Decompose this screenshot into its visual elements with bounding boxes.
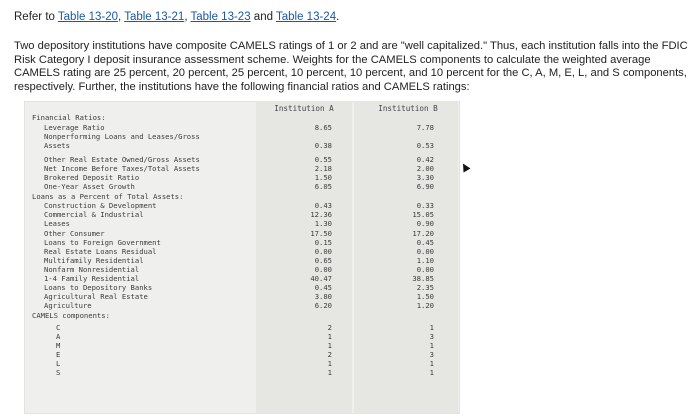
table-row bbox=[24, 332, 460, 341]
table-row bbox=[24, 123, 460, 132]
value-institution-b: 3.30 bbox=[416, 173, 434, 182]
row-label: Loans to Foreign Government bbox=[44, 238, 161, 247]
row-label: Nonfarm Nonresidential bbox=[44, 265, 140, 274]
value-institution-b: 1.10 bbox=[416, 256, 434, 265]
value-institution-b: 1.50 bbox=[416, 292, 434, 301]
value-institution-b: 1 bbox=[429, 359, 434, 368]
value-institution-a: 3.80 bbox=[314, 292, 332, 301]
link-table-13-24[interactable]: Table 13-24 bbox=[275, 11, 337, 23]
table-row bbox=[24, 192, 460, 201]
table-row bbox=[24, 283, 460, 292]
row-label: Multifamily Residential bbox=[44, 256, 144, 265]
value-institution-a: 0.00 bbox=[314, 265, 332, 274]
header-institution-b: Institution B bbox=[378, 104, 438, 113]
refer-separator: , bbox=[118, 11, 125, 23]
value-institution-a: 0.55 bbox=[314, 155, 332, 164]
table-row bbox=[24, 311, 460, 320]
table-row bbox=[24, 238, 460, 247]
row-label: CAMELS components: bbox=[32, 311, 110, 320]
table-row bbox=[24, 341, 460, 350]
row-label: Loans to Depository Banks bbox=[44, 283, 153, 292]
row-label: Assets bbox=[44, 141, 70, 150]
table-row bbox=[24, 141, 460, 150]
value-institution-b: 0.45 bbox=[416, 238, 434, 247]
row-label: 1-4 Family Residential bbox=[44, 274, 140, 283]
refer-suffix: . bbox=[336, 11, 340, 23]
table-row bbox=[24, 173, 460, 182]
value-institution-b: 0.00 bbox=[416, 247, 434, 256]
row-label: Other Real Estate Owned/Gross Assets bbox=[44, 155, 200, 164]
row-label: Net Income Before Taxes/Total Assets bbox=[44, 164, 200, 173]
table-row bbox=[24, 274, 460, 283]
value-institution-b: 0.00 bbox=[416, 265, 434, 274]
refer-separator: and bbox=[250, 11, 276, 23]
row-label: Real Estate Loans Residual bbox=[44, 247, 157, 256]
row-label: Agricultural Real Estate bbox=[44, 292, 148, 301]
table-row bbox=[24, 301, 460, 310]
value-institution-b: 0.90 bbox=[416, 219, 434, 228]
value-institution-a: 8.65 bbox=[314, 123, 332, 132]
value-institution-b: 0.53 bbox=[416, 141, 434, 150]
table-row bbox=[24, 247, 460, 256]
table-row bbox=[24, 350, 460, 359]
table-row bbox=[24, 359, 460, 368]
value-institution-a: 1 bbox=[327, 332, 332, 341]
value-institution-b: 2.00 bbox=[416, 164, 434, 173]
table-row bbox=[24, 256, 460, 265]
table-row bbox=[24, 210, 460, 219]
value-institution-a: 2 bbox=[327, 350, 332, 359]
row-label: Nonperforming Loans and Leases/Gross bbox=[44, 132, 200, 141]
problem-statement: Two depository institutions have composite CAMELS ratings of 1 or 2 and are "well capitalized." Thus, each institution falls into the FDIC Risk Category I deposit insurance assessment scheme. Weights for the CAMELS components to calculate the weighted average CAMELS rating are 25 percent, 20 percent, 25 percent, 10 percent, 10 percent, and 10 percent for the C, A, M, E, L, and S components, respectively. Further, the institutions have the following financial ratios and CAMELS ratings: bbox=[14, 40, 688, 93]
value-institution-b: 17.20 bbox=[412, 229, 434, 238]
value-institution-a: 0.00 bbox=[314, 247, 332, 256]
value-institution-a: 1.50 bbox=[314, 173, 332, 182]
row-label: Leverage Ratio bbox=[44, 123, 105, 132]
financial-ratios-table bbox=[24, 101, 460, 414]
table-row bbox=[24, 219, 460, 228]
row-label: A bbox=[56, 332, 61, 341]
row-label: M bbox=[56, 341, 61, 350]
value-institution-a: 0.15 bbox=[314, 238, 332, 247]
table-row bbox=[24, 113, 460, 122]
table-row bbox=[24, 132, 460, 141]
value-institution-b: 0.42 bbox=[416, 155, 434, 164]
refer-line bbox=[14, 11, 339, 23]
table-row bbox=[24, 229, 460, 238]
value-institution-a: 0.65 bbox=[314, 256, 332, 265]
value-institution-b: 0.33 bbox=[416, 201, 434, 210]
value-institution-b: 1 bbox=[429, 341, 434, 350]
refer-prefix: Refer to bbox=[14, 11, 58, 23]
link-table-13-20[interactable]: Table 13-20 bbox=[57, 11, 119, 23]
value-institution-b: 1.20 bbox=[416, 301, 434, 310]
value-institution-b: 7.78 bbox=[416, 123, 434, 132]
row-label: E bbox=[56, 350, 61, 359]
value-institution-a: 0.43 bbox=[314, 201, 332, 210]
value-institution-a: 0.38 bbox=[314, 141, 332, 150]
value-institution-a: 1 bbox=[327, 359, 332, 368]
value-institution-a: 6.20 bbox=[314, 301, 332, 310]
row-label: Other Consumer bbox=[44, 229, 105, 238]
row-label: Financial Ratios: bbox=[32, 113, 106, 122]
value-institution-a: 6.05 bbox=[314, 182, 332, 191]
table-row bbox=[24, 201, 460, 210]
value-institution-b: 6.90 bbox=[416, 182, 434, 191]
row-label: C bbox=[56, 323, 61, 332]
value-institution-a: 1.30 bbox=[314, 219, 332, 228]
value-institution-a: 12.36 bbox=[310, 210, 332, 219]
value-institution-b: 3 bbox=[429, 332, 434, 341]
table-row bbox=[24, 292, 460, 301]
value-institution-b: 2.35 bbox=[416, 283, 434, 292]
value-institution-a: 2 bbox=[327, 323, 332, 332]
table-row bbox=[24, 265, 460, 274]
value-institution-b: 38.85 bbox=[412, 274, 434, 283]
row-label: Agriculture bbox=[44, 301, 92, 310]
value-institution-a: 1 bbox=[327, 341, 332, 350]
refer-separator: , bbox=[184, 11, 191, 23]
value-institution-a: 17.50 bbox=[310, 229, 332, 238]
value-institution-a: 1 bbox=[327, 368, 332, 377]
row-label: Construction & Development bbox=[44, 201, 157, 210]
row-label: L bbox=[56, 359, 61, 368]
table-row bbox=[24, 323, 460, 332]
table-row bbox=[24, 164, 460, 173]
header-institution-a: Institution A bbox=[274, 104, 334, 113]
value-institution-a: 0.45 bbox=[314, 283, 332, 292]
value-institution-b: 15.05 bbox=[412, 210, 434, 219]
link-table-13-21[interactable]: Table 13-21 bbox=[124, 11, 185, 23]
value-institution-a: 2.18 bbox=[314, 164, 332, 173]
row-label: Loans as a Percent of Total Assets: bbox=[32, 192, 184, 201]
table-row bbox=[24, 155, 460, 164]
row-label: Leases bbox=[44, 219, 70, 228]
value-institution-b: 1 bbox=[429, 323, 434, 332]
row-label: Brokered Deposit Ratio bbox=[44, 173, 140, 182]
mouse-pointer-icon bbox=[460, 162, 471, 173]
value-institution-b: 1 bbox=[429, 368, 434, 377]
row-label: S bbox=[56, 368, 61, 377]
table-row bbox=[24, 368, 460, 377]
value-institution-b: 3 bbox=[429, 350, 434, 359]
value-institution-a: 40.47 bbox=[310, 274, 332, 283]
table-row bbox=[24, 182, 460, 191]
row-label: Commercial & Industrial bbox=[44, 210, 144, 219]
link-table-13-23[interactable]: Table 13-23 bbox=[190, 11, 251, 23]
row-label: One-Year Asset Growth bbox=[44, 182, 135, 191]
